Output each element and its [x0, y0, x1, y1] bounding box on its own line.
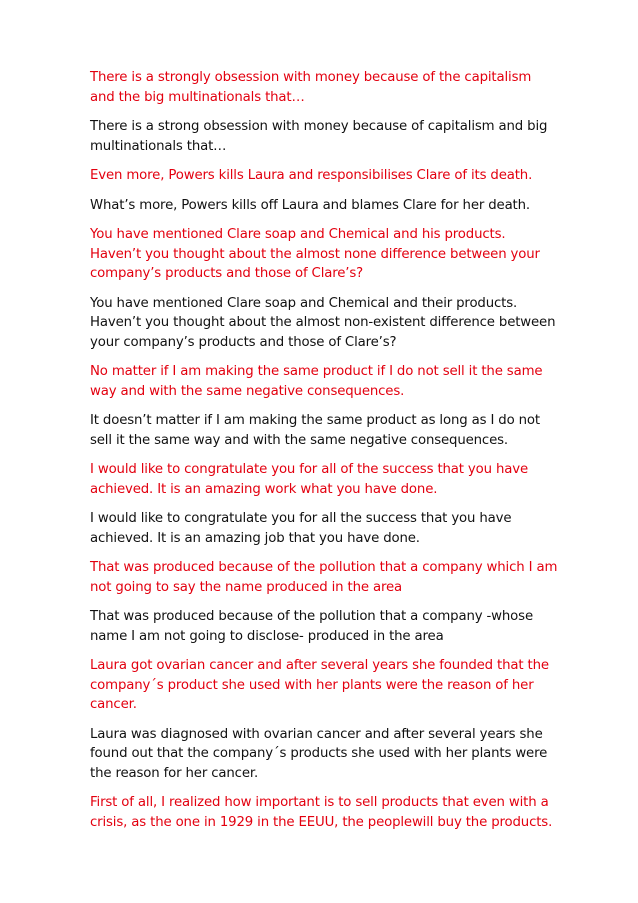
paragraph-corrected-1: There is a strong obsession with money because of capitalism and big multinationals that… [90, 119, 548, 154]
paragraph-corrected-5: I would like to congratulate you for all the success that you have achieved. It is an amazing job that you have done. [90, 511, 512, 546]
paragraph-corrected-7: Laura was diagnosed with ovarian cancer and after several years she found out that the company´s products she used with her plants were the reason for her cancer. [90, 726, 548, 781]
paragraph-original-8: First of all, I realized how important is to sell products that even with a crisis, as the one in 1929 in the EEUU, the peoplewill buy the products. [90, 795, 553, 830]
paragraph-corrected-4: It doesn’t matter if I am making the same product as long as I do not sell it the same way and with the same negative consequences. [90, 413, 540, 448]
paragraph-original-6: That was produced because of the pollution that a company which I am not going to say the name produced in the area [90, 560, 558, 595]
paragraph-original-1: There is a strongly obsession with money because of the capitalism and the big multinationals that… [90, 70, 532, 105]
paragraph-original-4: No matter if I am making the same product if I do not sell it the same way and with the same negative consequences. [90, 364, 543, 399]
document-page [90, 68, 558, 842]
paragraph-corrected-2: What’s more, Powers kills off Laura and blames Clare for her death. [90, 197, 530, 213]
paragraph-original-3: You have mentioned Clare soap and Chemical and his products. Haven’t you thought about the almost none difference between your company’s products and those of Clare’s? [90, 227, 540, 281]
paragraph-original-5: I would like to congratulate you for all of the success that you have achieved. It is an amazing work what you have done. [90, 462, 529, 497]
paragraph-original-2: Even more, Powers kills Laura and responsibilises Clare of its death. [90, 168, 533, 183]
paragraph-original-7: Laura got ovarian cancer and after several years she founded that the company´s product she used with her plants were the reason of her cancer. [90, 658, 549, 712]
paragraph-corrected-6: That was produced because of the pollution that a company -whose name I am not going to disclose- produced in the area [90, 609, 533, 644]
paragraph-corrected-3: You have mentioned Clare soap and Chemical and their products. Haven’t you thought about the almost non-existent difference between your company’s products and those of Clare’s? [90, 295, 556, 350]
